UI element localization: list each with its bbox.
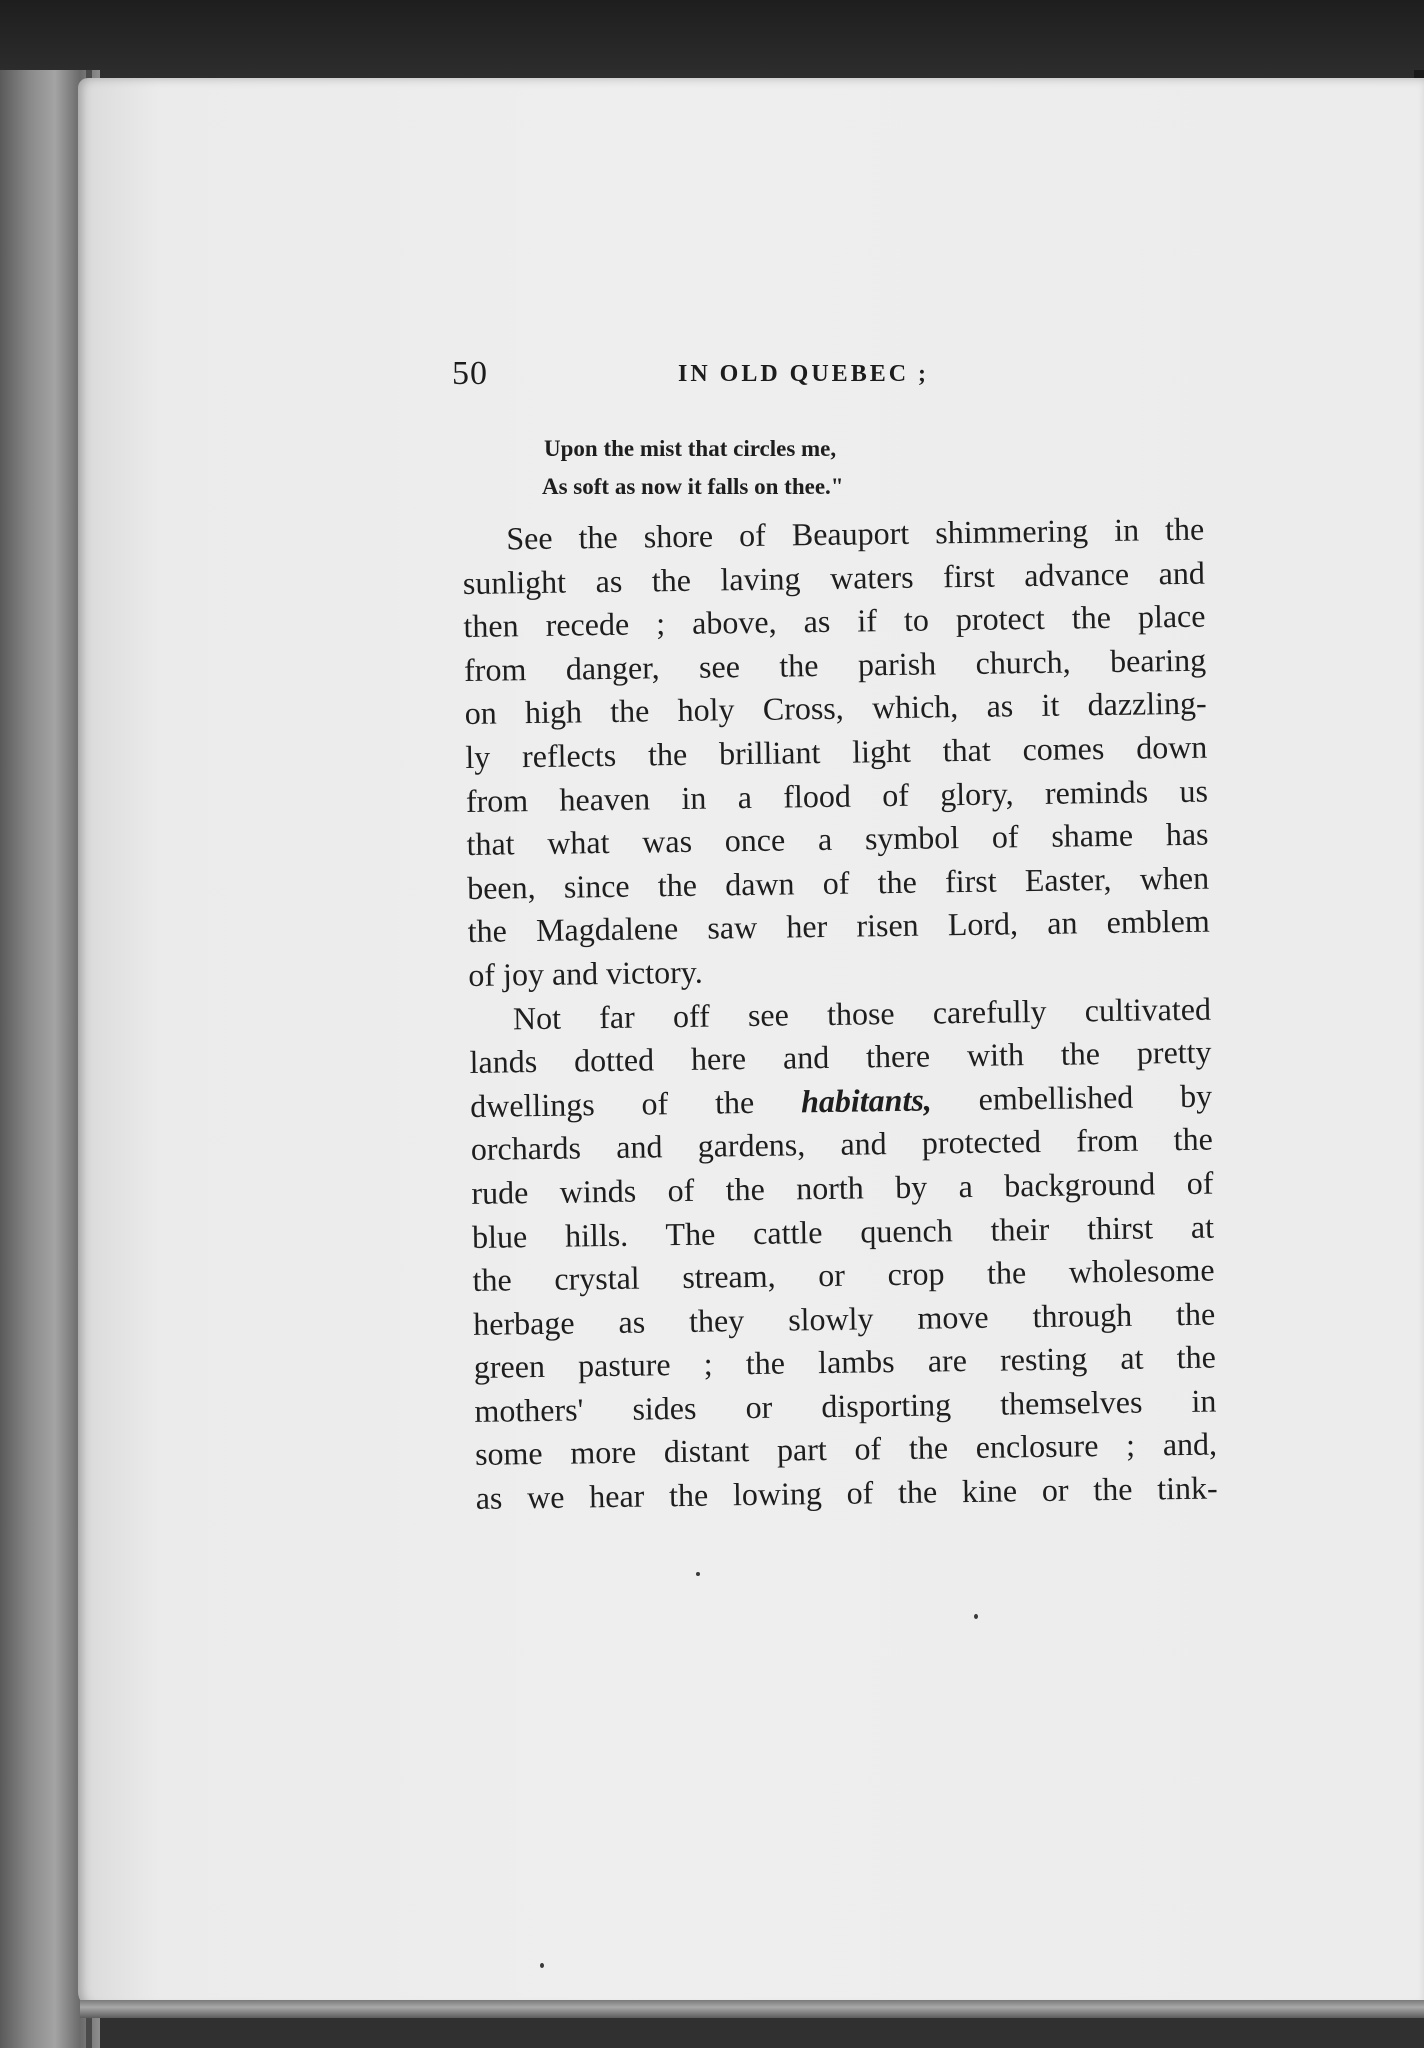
- body-text: [462, 508, 1218, 1521]
- text-line: sunlight as the laving waters first advance and: [462, 554, 1206, 601]
- text-line: from heaven in a flood of glory, reminds us: [465, 772, 1209, 819]
- running-head: IN OLD QUEBEC ;: [678, 361, 930, 387]
- scan-speck: [696, 1572, 700, 1576]
- paragraph-1: [462, 508, 1211, 998]
- text-line: blue hills. The cattle quench their thirst at: [471, 1208, 1215, 1255]
- text-fragment: embellished by: [931, 1077, 1213, 1118]
- text-line: orchards and gardens, and protected from the: [470, 1120, 1213, 1168]
- text-line: herbage as they slowly move through the: [472, 1295, 1216, 1342]
- verse-line: As soft as now it falls on thee.": [542, 474, 844, 499]
- text-line: as we hear the lowing of the kine or the tink-: [475, 1469, 1218, 1516]
- text-line: lands dotted here and there with the pretty: [469, 1033, 1212, 1081]
- text-line: mothers' sides or disporting themselves in: [474, 1382, 1217, 1429]
- italic-word: habitants,: [800, 1081, 933, 1120]
- text-line: green pasture ; the lambs are resting at the: [473, 1338, 1217, 1386]
- text-line: from danger, see the parish church, bearing: [463, 641, 1207, 688]
- text-line: of joy and victory.: [468, 953, 703, 993]
- text-line: ly reflects the brilliant light that comes down: [465, 728, 1208, 775]
- text-line: then recede ; above, as if to protect the place: [463, 597, 1206, 645]
- text-line: Not far off see those carefully cultivated: [512, 990, 1212, 1036]
- scan-speck: [540, 1963, 544, 1968]
- verse-line: Upon the mist that circles me,: [544, 436, 837, 461]
- text-line: that what was once a symbol of shame has: [466, 815, 1209, 863]
- page-bottom-edge: [80, 2000, 1424, 2018]
- text-line: some more distant part of the enclosure ; and,: [474, 1426, 1218, 1473]
- text-line: the crystal stream, or crop the wholesome: [472, 1251, 1215, 1299]
- text-line: rude winds of the north by a background of: [471, 1164, 1214, 1211]
- text-line: on high the holy Cross, which, as it dazzling-: [464, 684, 1207, 732]
- verse-quote: [544, 430, 844, 506]
- page-header: [452, 355, 1232, 401]
- scan-speck: [974, 1614, 978, 1619]
- text-line: the Magdalene saw her risen Lord, an emblem: [467, 902, 1210, 950]
- text-line: been, since the dawn of the first Easter, when: [466, 859, 1210, 906]
- text-line: See the shore of Beauport shimmering in the: [506, 510, 1205, 557]
- paragraph-2: [469, 987, 1218, 1520]
- page-number: 50: [452, 355, 488, 392]
- text-fragment: dwellings of the: [469, 1083, 802, 1124]
